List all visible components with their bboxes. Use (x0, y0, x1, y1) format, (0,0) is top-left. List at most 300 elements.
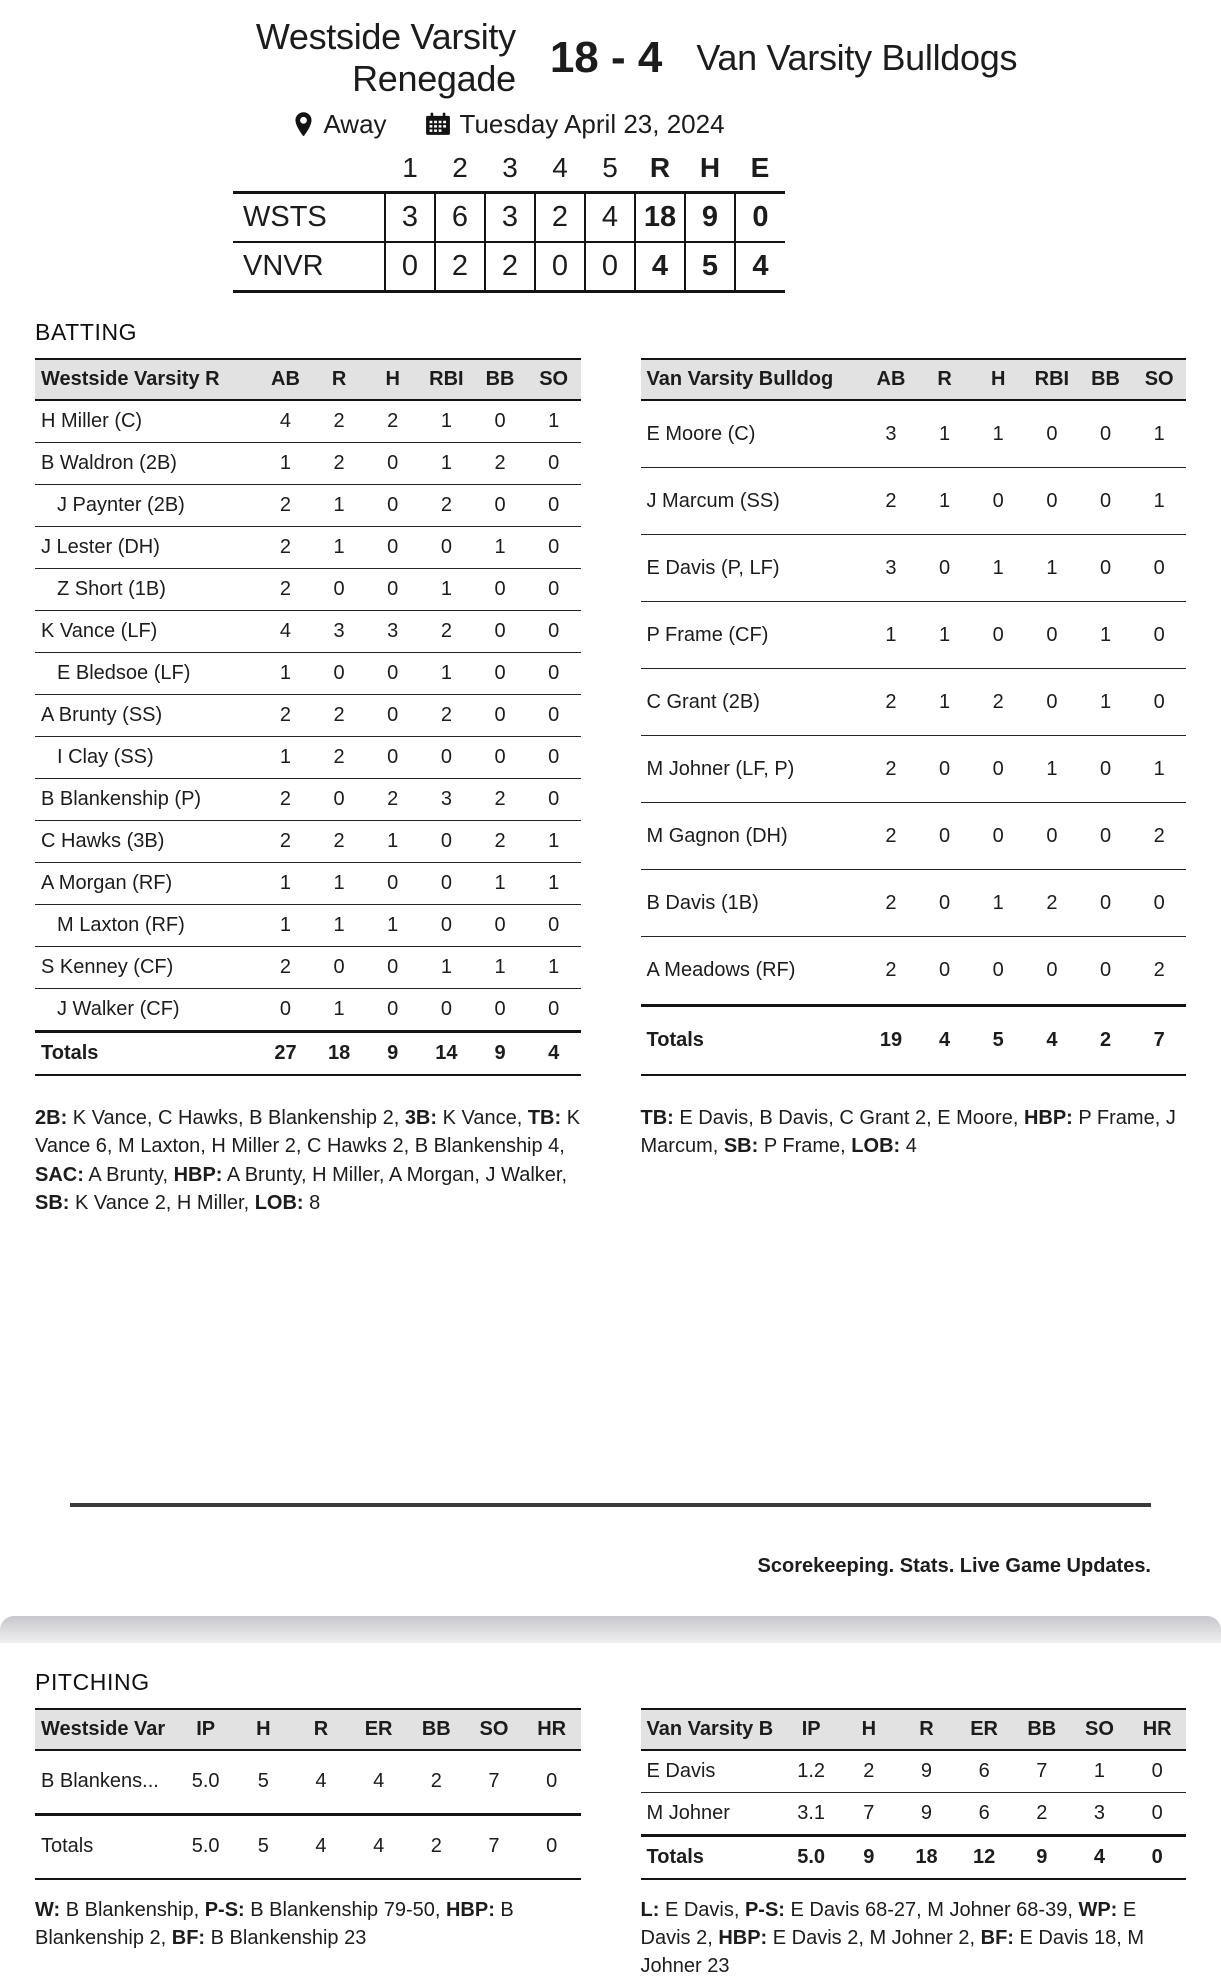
stat-column-header: R (918, 359, 972, 400)
stat-value: 1 (1132, 736, 1186, 803)
stat-value: 0 (366, 442, 420, 484)
note-label: P-S: (744, 1898, 785, 1921)
player-name: I Clay (SS) (35, 736, 259, 778)
player-name: J Marcum (SS) (641, 468, 865, 535)
player-row (641, 602, 1187, 669)
totals-value: 5.0 (782, 1835, 840, 1879)
total-cell: 4 (735, 242, 785, 292)
stat-value: 0 (1025, 400, 1079, 468)
stat-value: 0 (366, 988, 420, 1031)
stat-value: 2 (420, 694, 474, 736)
total-cell: 18 (635, 192, 685, 242)
totals-value: 4 (527, 1031, 581, 1075)
stat-value: 2 (864, 468, 918, 535)
totals-value: 2 (1079, 1005, 1133, 1074)
stat-value: 0 (971, 803, 1025, 870)
stat-value: 1 (420, 568, 474, 610)
stat-value: 1 (1132, 468, 1186, 535)
note-label: HBP: (173, 1163, 223, 1186)
stat-value: 1 (420, 400, 474, 443)
stat-value: 0 (473, 652, 527, 694)
player-row (35, 1750, 581, 1815)
stat-column-header: H (971, 359, 1025, 400)
player-row (641, 803, 1187, 870)
stat-value: 0 (527, 694, 581, 736)
player-row (35, 904, 581, 946)
player-row (641, 669, 1187, 736)
player-row (35, 652, 581, 694)
totals-row (641, 1005, 1187, 1074)
stat-value: 7 (840, 1792, 898, 1835)
note-label: WP: (1078, 1898, 1118, 1921)
team-column-header: Westside Varsity R (35, 359, 259, 400)
stat-header-row (35, 359, 581, 400)
section-divider (70, 1503, 1151, 1507)
stat-value: 1 (527, 820, 581, 862)
stat-value: 2 (259, 694, 313, 736)
totals-value: 9 (366, 1031, 420, 1075)
inning-header: 5 (602, 151, 618, 183)
player-name: Z Short (1B) (35, 568, 259, 610)
stat-value: 0 (1025, 803, 1079, 870)
team-abbr: WSTS (243, 200, 327, 233)
stat-value: 2 (864, 870, 918, 937)
totals-value: 4 (1071, 1835, 1129, 1879)
stat-value: 2 (864, 937, 918, 1006)
stat-value: 1 (312, 904, 366, 946)
batting-columns (35, 358, 1186, 1218)
linescore-total-header: E (750, 151, 770, 183)
player-name: E Bledsoe (LF) (35, 652, 259, 694)
player-name: P Frame (CF) (641, 602, 865, 669)
stat-value: 1 (259, 736, 313, 778)
note-label: HBP: (1023, 1106, 1073, 1129)
stat-value: 1 (312, 484, 366, 526)
team-column-header: Van Varsity Bulldog (641, 359, 865, 400)
note-label: 3B: (404, 1106, 438, 1129)
stat-value: 0 (473, 694, 527, 736)
stat-value: 0 (366, 484, 420, 526)
stat-value: 0 (1132, 535, 1186, 602)
player-name: M Laxton (RF) (35, 904, 259, 946)
stat-value: 0 (1079, 870, 1133, 937)
stat-value: 1 (1025, 736, 1079, 803)
stat-value: 0 (366, 736, 420, 778)
stat-value: 1 (918, 602, 972, 669)
totals-value: 7 (465, 1814, 523, 1879)
note-label: HBP: (445, 1898, 495, 1921)
pitching-section-title: PITCHING (35, 1668, 150, 1695)
stat-value: 3 (420, 778, 474, 820)
player-row (641, 1750, 1187, 1793)
stat-value: 1 (918, 468, 972, 535)
inning-cell: 3 (385, 192, 435, 242)
stat-column-header: H (366, 359, 420, 400)
stat-header-row (641, 1709, 1187, 1750)
stat-value: 0 (1132, 870, 1186, 937)
stat-value: 0 (366, 526, 420, 568)
stat-value: 0 (918, 870, 972, 937)
stat-value: 1 (473, 526, 527, 568)
totals-label: Totals (35, 1031, 259, 1075)
stat-value: 0 (366, 946, 420, 988)
stat-value: 2 (259, 526, 313, 568)
note-label: SB: (723, 1135, 759, 1158)
stat-value: 1 (312, 988, 366, 1031)
totals-label: Totals (641, 1005, 865, 1074)
stat-value: 1 (420, 442, 474, 484)
totals-value: 0 (523, 1814, 581, 1879)
stat-value: 0 (918, 535, 972, 602)
player-row (35, 862, 581, 904)
inning-header: 4 (552, 151, 568, 183)
stat-value: 0 (473, 610, 527, 652)
away-batting-table (35, 358, 581, 1076)
stat-value: 6 (955, 1792, 1013, 1835)
player-row (641, 535, 1187, 602)
stat-value: 9 (898, 1792, 956, 1835)
team-column-header: Westside Var (35, 1709, 177, 1750)
stat-value: 0 (420, 526, 474, 568)
player-row (641, 736, 1187, 803)
stat-value: 0 (527, 442, 581, 484)
final-score: 18 - 4 (549, 33, 663, 83)
player-name: E Davis (P, LF) (641, 535, 865, 602)
stat-column-header: SO (527, 359, 581, 400)
stat-value: 5 (234, 1750, 292, 1815)
note-label: BF: (171, 1926, 206, 1949)
stat-value: 0 (473, 988, 527, 1031)
stat-value: 1 (366, 904, 420, 946)
stat-column-header: ER (350, 1709, 408, 1750)
stat-column-header: H (234, 1709, 292, 1750)
tagline: Scorekeeping. Stats. Live Game Updates. (757, 1554, 1151, 1577)
stat-value: 4 (292, 1750, 350, 1815)
stat-value: 0 (527, 652, 581, 694)
home-batting-table (641, 358, 1187, 1076)
total-cell: 0 (735, 192, 785, 242)
stat-value: 2 (312, 694, 366, 736)
player-row (35, 526, 581, 568)
player-name: K Vance (LF) (35, 610, 259, 652)
stat-value: 0 (527, 526, 581, 568)
location-label: Away (323, 108, 387, 139)
stat-value: 7 (1013, 1750, 1071, 1793)
stat-value: 1 (918, 669, 972, 736)
inning-cell: 0 (535, 242, 585, 292)
stat-column-header: IP (782, 1709, 840, 1750)
stat-value: 2 (840, 1750, 898, 1793)
stat-value: 0 (1025, 937, 1079, 1006)
stat-value: 0 (420, 904, 474, 946)
player-row (35, 400, 581, 443)
stat-value: 2 (864, 736, 918, 803)
linescore-total-header: H (699, 151, 721, 183)
stat-value: 9 (898, 1750, 956, 1793)
stat-column-header: SO (1132, 359, 1186, 400)
totals-row (641, 1835, 1187, 1879)
content (0, 319, 1221, 1578)
player-name: B Blankens... (35, 1750, 177, 1815)
player-row (641, 937, 1187, 1006)
stat-value: 0 (1079, 535, 1133, 602)
stat-value: 4 (350, 1750, 408, 1815)
stat-column-header: HR (523, 1709, 581, 1750)
player-row (35, 694, 581, 736)
stat-value: 0 (312, 652, 366, 694)
stat-value: 2 (366, 400, 420, 443)
totals-label: Totals (641, 1835, 783, 1879)
stat-header-row (641, 359, 1187, 400)
stat-value: 1 (971, 535, 1025, 602)
stat-value: 0 (473, 400, 527, 443)
stat-column-header: SO (1071, 1709, 1129, 1750)
total-cell: 5 (685, 242, 735, 292)
stat-value: 4 (259, 610, 313, 652)
stat-value: 2 (420, 484, 474, 526)
stat-value: 7 (465, 1750, 523, 1815)
player-row (641, 1792, 1187, 1835)
totals-value: 4 (1025, 1005, 1079, 1074)
inning-cell: 4 (585, 192, 635, 242)
stat-value: 1 (259, 652, 313, 694)
stat-column-header: R (312, 359, 366, 400)
stat-value: 0 (1132, 669, 1186, 736)
stat-column-header: BB (1013, 1709, 1071, 1750)
stat-value: 0 (523, 1750, 581, 1815)
away-pitching-table (35, 1708, 581, 1880)
totals-value: 9 (840, 1835, 898, 1879)
stat-column-header: RBI (420, 359, 474, 400)
stat-value: 1 (1132, 400, 1186, 468)
stat-value: 1 (312, 526, 366, 568)
note-label: P-S: (204, 1898, 245, 1921)
stat-value: 1 (1079, 602, 1133, 669)
note-label: TB: (527, 1106, 562, 1129)
player-row (641, 468, 1187, 535)
player-name: J Lester (DH) (35, 526, 259, 568)
totals-value: 9 (473, 1031, 527, 1075)
inning-cell: 2 (535, 192, 585, 242)
stat-value: 1 (527, 400, 581, 443)
stat-value: 0 (971, 602, 1025, 669)
stat-value: 0 (473, 904, 527, 946)
stat-value: 0 (473, 736, 527, 778)
stat-value: 1 (1071, 1750, 1129, 1793)
stat-value: 2 (312, 736, 366, 778)
player-name: S Kenney (CF) (35, 946, 259, 988)
player-name: A Brunty (SS) (35, 694, 259, 736)
stat-value: 0 (1079, 468, 1133, 535)
player-name: M Johner (641, 1792, 783, 1835)
away-batting-notes: 2B: K Vance, C Hawks, B Blankenship 2, 3B: K Vance, TB: K Vance 6, M Laxton, H Miller 2, C Hawks 2, B Blankenship 4, SAC: A Brunty, HBP: A Brunty, H Miller, A Morgan, J Walker, SB: K Vance 2, H Miller, LOB: 8 (35, 1106, 581, 1215)
linescore-row (233, 192, 785, 242)
stat-value: 0 (1025, 468, 1079, 535)
inning-cell: 6 (435, 192, 485, 242)
note-label: LOB: (851, 1135, 901, 1158)
pitching-columns (35, 1708, 1186, 1981)
stat-value: 0 (366, 862, 420, 904)
note-label: TB: (640, 1106, 674, 1129)
game-meta (233, 109, 785, 140)
stat-column-header: SO (465, 1709, 523, 1750)
stat-column-header: IP (177, 1709, 235, 1750)
totals-value: 5 (971, 1005, 1025, 1074)
totals-value: 27 (259, 1031, 313, 1075)
stat-value: 4 (259, 400, 313, 443)
calendar-icon (425, 111, 451, 137)
note-label: SB: (35, 1192, 70, 1215)
stat-column-header: RBI (1025, 359, 1079, 400)
stat-value: 3 (864, 535, 918, 602)
stat-value: 0 (527, 484, 581, 526)
stat-value: 0 (971, 468, 1025, 535)
stat-value: 2 (1013, 1792, 1071, 1835)
stat-value: 0 (527, 778, 581, 820)
player-name: H Miller (C) (35, 400, 259, 443)
stat-value: 0 (527, 736, 581, 778)
stat-value: 3 (312, 610, 366, 652)
stat-column-header: R (292, 1709, 350, 1750)
stat-value: 1 (312, 862, 366, 904)
note-label: BF: (980, 1926, 1014, 1949)
linescore-table (233, 152, 785, 293)
stat-value: 1 (473, 946, 527, 988)
player-name: B Blankenship (P) (35, 778, 259, 820)
totals-value: 18 (312, 1031, 366, 1075)
stat-value: 0 (1025, 602, 1079, 669)
stat-value: 2 (473, 778, 527, 820)
stat-value: 0 (1128, 1792, 1186, 1835)
stat-value: 3 (1071, 1792, 1129, 1835)
player-row (35, 778, 581, 820)
stat-value: 1 (1079, 669, 1133, 736)
sheet-top-band (0, 1616, 1221, 1643)
pitching-content (0, 1669, 1221, 1981)
stat-value: 0 (312, 568, 366, 610)
player-row (35, 442, 581, 484)
linescore-header-row (233, 152, 785, 193)
totals-value: 0 (1128, 1835, 1186, 1879)
stat-value: 0 (420, 988, 474, 1031)
away-pitching-notes: W: B Blankenship, P-S: B Blankenship 79-50, HBP: B Blankenship 2, BF: B Blankenship 23 (35, 1898, 514, 1949)
location-pin-icon (293, 111, 314, 138)
player-row (35, 484, 581, 526)
totals-value: 4 (918, 1005, 972, 1074)
totals-row (35, 1031, 581, 1075)
stat-value: 1 (420, 652, 474, 694)
note-label: W: (35, 1898, 61, 1921)
stat-value: 0 (1128, 1750, 1186, 1793)
stat-value: 1 (527, 946, 581, 988)
away-team-name: Westside Varsity Renegade (255, 16, 516, 100)
stat-column-header: AB (864, 359, 918, 400)
stat-value: 0 (420, 820, 474, 862)
stat-value: 1 (366, 820, 420, 862)
stat-value: 2 (312, 400, 366, 443)
inning-header: 1 (402, 151, 418, 183)
linescore-row (233, 242, 785, 292)
player-row (35, 610, 581, 652)
stat-value: 1 (420, 946, 474, 988)
score-center-block (233, 109, 785, 293)
player-name: B Waldron (2B) (35, 442, 259, 484)
stat-value: 0 (1079, 803, 1133, 870)
inning-cell: 0 (585, 242, 635, 292)
stat-value: 1 (971, 870, 1025, 937)
stat-value: 0 (527, 568, 581, 610)
stat-value: 0 (1079, 736, 1133, 803)
inning-header: 3 (502, 151, 518, 183)
stat-value: 1 (259, 904, 313, 946)
stat-value: 0 (312, 778, 366, 820)
stat-column-header: BB (473, 359, 527, 400)
player-name: A Morgan (RF) (35, 862, 259, 904)
player-name: C Hawks (3B) (35, 820, 259, 862)
player-name: B Davis (1B) (641, 870, 865, 937)
stat-value: 2 (1025, 870, 1079, 937)
player-row (35, 736, 581, 778)
stat-value: 0 (527, 904, 581, 946)
stat-column-header: BB (407, 1709, 465, 1750)
home-pitching-notes: L: E Davis, P-S: E Davis 68-27, M Johner 68-39, WP: E Davis 2, HBP: E Davis 2, M Johner 2, BF: E Davis 18, M Johner 23 (640, 1898, 1144, 1978)
stat-value: 2 (259, 820, 313, 862)
stat-value: 1 (473, 862, 527, 904)
stat-value: 0 (420, 862, 474, 904)
note-label: HBP: (718, 1926, 768, 1949)
stat-value: 0 (918, 803, 972, 870)
inning-cell: 0 (385, 242, 435, 292)
stat-value: 0 (420, 736, 474, 778)
inning-cell: 3 (485, 192, 535, 242)
stat-value: 6 (955, 1750, 1013, 1793)
stat-value: 0 (918, 937, 972, 1006)
stat-value: 2 (864, 803, 918, 870)
totals-value: 5 (234, 1814, 292, 1879)
totals-value: 12 (955, 1835, 1013, 1879)
totals-value: 5.0 (177, 1814, 235, 1879)
totals-row (35, 1814, 581, 1879)
stat-value: 1 (527, 862, 581, 904)
stat-value: 2 (407, 1750, 465, 1815)
inning-cell: 2 (435, 242, 485, 292)
stat-value: 2 (473, 820, 527, 862)
linescore-team-header (233, 152, 385, 193)
note-label: LOB: (254, 1192, 304, 1215)
totals-value: 4 (292, 1814, 350, 1879)
team-column-header: Van Varsity B (641, 1709, 783, 1750)
inning-header: 2 (452, 151, 468, 183)
stat-value: 0 (527, 610, 581, 652)
stat-value: 2 (1132, 803, 1186, 870)
location-meta (293, 109, 386, 140)
inning-cell: 2 (485, 242, 535, 292)
stat-value: 0 (473, 568, 527, 610)
stat-value: 2 (259, 568, 313, 610)
stat-column-header: ER (955, 1709, 1013, 1750)
stat-column-header: AB (259, 359, 313, 400)
stat-value: 0 (1079, 400, 1133, 468)
stat-value: 0 (918, 736, 972, 803)
total-cell: 4 (635, 242, 685, 292)
total-cell: 9 (685, 192, 735, 242)
date-meta (425, 109, 725, 140)
stat-value: 0 (259, 988, 313, 1031)
stat-value: 0 (366, 568, 420, 610)
stat-value: 0 (312, 946, 366, 988)
player-row (641, 870, 1187, 937)
totals-label: Totals (35, 1814, 177, 1879)
